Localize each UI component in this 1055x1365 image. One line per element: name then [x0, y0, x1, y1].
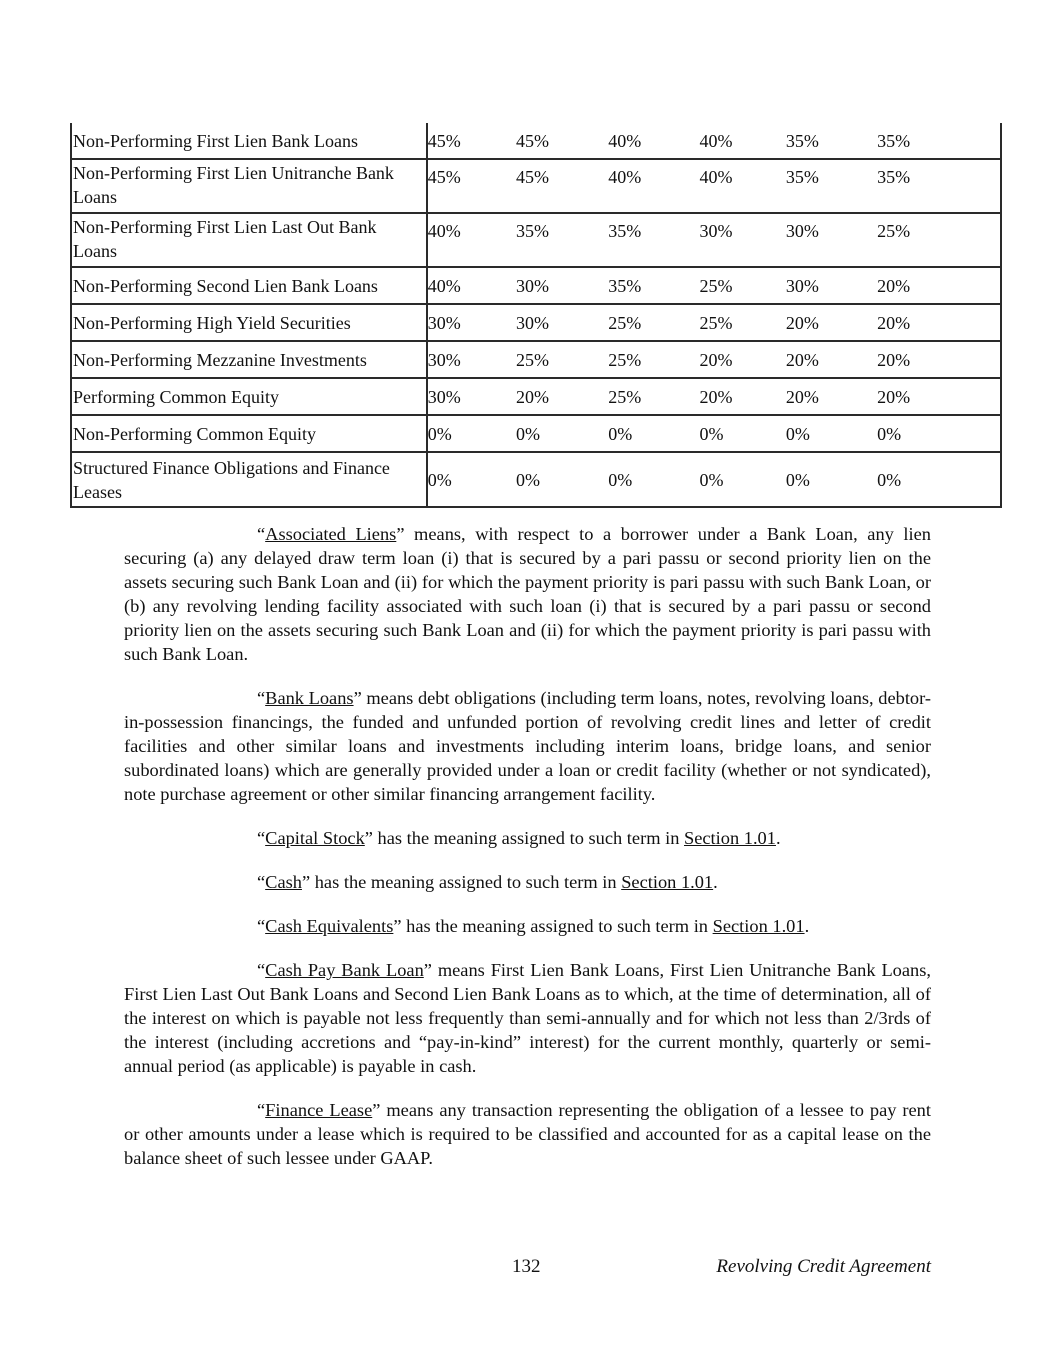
cell-value: 20% — [877, 378, 1001, 415]
cell-value: 30% — [786, 267, 877, 304]
cell-value: 0% — [516, 452, 608, 507]
cell-value: 40% — [608, 123, 699, 159]
definition-text: has the meaning assigned to such term in — [401, 916, 713, 936]
defined-term: Cash Pay Bank Loan — [265, 960, 424, 980]
open-quote: “ — [257, 1100, 266, 1120]
cell-value: 25% — [700, 267, 786, 304]
cell-value: 45% — [427, 159, 516, 213]
table-row — [71, 159, 1001, 213]
definition-text: means any transaction representing the obligation of a lessee to pay rent or other amounts under a lease which is required to be classified and accounted for as a capital lease on the balance sheet of such lessee under GAAP. — [124, 1100, 931, 1168]
definition-cash-pay-bank-loan — [124, 958, 931, 1078]
table-row — [71, 378, 1001, 415]
cell-value: 45% — [516, 159, 608, 213]
advance-rate-table — [70, 123, 1002, 508]
cell-value: 35% — [786, 123, 877, 159]
defined-term: Finance Lease — [265, 1100, 373, 1120]
cell-value: 20% — [786, 378, 877, 415]
close-quote: ” — [396, 524, 405, 544]
cell-value: 0% — [516, 415, 608, 452]
cell-value: 20% — [700, 341, 786, 378]
cell-value: 25% — [608, 304, 699, 341]
close-quote: ” — [372, 1100, 381, 1120]
cell-value: 0% — [786, 452, 877, 507]
document-title: Revolving Credit Agreement — [716, 1256, 931, 1277]
period: . — [713, 872, 718, 892]
cell-value: 0% — [427, 415, 516, 452]
table-row — [71, 267, 1001, 304]
cell-value: 30% — [700, 213, 786, 267]
page-number: 132 — [512, 1256, 541, 1277]
cell-value: 40% — [700, 123, 786, 159]
definition-cash — [124, 870, 931, 894]
definition-finance-lease — [124, 1098, 931, 1170]
cell-value: 25% — [700, 304, 786, 341]
cell-value: 40% — [608, 159, 699, 213]
table-row — [71, 452, 1001, 507]
defined-term: Cash Equivalents — [265, 916, 394, 936]
row-label: Non-Performing High Yield Securities — [71, 304, 427, 341]
page-footer — [0, 1256, 1055, 1280]
definition-cash-equivalents — [124, 914, 931, 938]
open-quote: “ — [257, 524, 266, 544]
definition-text: means debt obligations (including term loans, notes, revolving loans, debtor-in-possession financings, the funded and unfunded portion of revolving credit lines and letter of credit facilities and other similar loans and investments including interim loans, bridge loans, and senior subordinated loans) which are generally provided under a loan or credit facility (whether or not syndicated), note purchase agreement or other similar financing arrangement facility. — [124, 688, 931, 804]
definition-text: has the meaning assigned to such term in — [372, 828, 684, 848]
cell-value: 20% — [877, 341, 1001, 378]
cell-value: 35% — [786, 159, 877, 213]
close-quote: ” — [353, 688, 362, 708]
period: . — [775, 828, 781, 848]
definitions-section — [124, 522, 931, 1190]
period: . — [804, 916, 810, 936]
open-quote: “ — [257, 916, 266, 936]
row-label: Performing Common Equity — [71, 378, 427, 415]
table-row — [71, 304, 1001, 341]
table-row — [71, 341, 1001, 378]
close-quote: ” — [393, 916, 402, 936]
table-row — [71, 415, 1001, 452]
defined-term: Associated Liens — [265, 524, 397, 544]
cell-value: 40% — [427, 267, 516, 304]
cell-value: 35% — [516, 213, 608, 267]
cell-value: 0% — [700, 415, 786, 452]
definition-text: means, with respect to a borrower under a Bank Loan, any lien securing (a) any delayed draw term loan (i) that is secured by a pari passu or second priority lien on the assets securing such Bank Loan and (ii) for which the payment priority is pari passu with such Bank Loan, or (b) any revolving lending facility associated with such loan (i) that is secured by a pari passu or second priority lien on the assets securing such Bank Loan and (ii) for which the payment priority is pari passu with such Bank Loan. — [124, 524, 932, 664]
cell-value: 25% — [516, 341, 608, 378]
row-label: Non-Performing First Lien Last Out Bank Loans — [71, 213, 427, 267]
cell-value: 35% — [608, 213, 699, 267]
row-label: Structured Finance Obligations and Finance Leases — [71, 452, 427, 507]
section-reference-link[interactable]: Section 1.01 — [684, 828, 776, 848]
cell-value: 20% — [786, 341, 877, 378]
cell-value: 20% — [877, 304, 1001, 341]
cell-value: 45% — [427, 123, 516, 159]
close-quote: ” — [301, 872, 311, 892]
open-quote: “ — [257, 828, 266, 848]
open-quote: “ — [257, 688, 266, 708]
open-quote: “ — [257, 872, 266, 892]
cell-value: 20% — [700, 378, 786, 415]
cell-value: 30% — [427, 378, 516, 415]
cell-value: 0% — [786, 415, 877, 452]
cell-value: 45% — [516, 123, 608, 159]
cell-value: 25% — [608, 341, 699, 378]
row-label: Non-Performing Mezzanine Investments — [71, 341, 427, 378]
cell-value: 0% — [877, 415, 1001, 452]
cell-value: 25% — [877, 213, 1001, 267]
definition-associated-liens — [124, 522, 931, 666]
definition-text: means First Lien Bank Loans, First Lien Unitranche Bank Loans, First Lien Last Out Bank Loans and Second Lien Bank Loans as to which, at the time of determination, all of the interest on which is payable not less frequently than semi-annually and for which not less than 2/3rds of the interest (including accretions and “pay-in-kind” interest) for the current monthly, quarterly or semi-annual period (as applicable) is payable in cash. — [124, 960, 931, 1076]
cell-value: 30% — [516, 267, 608, 304]
defined-term: Bank Loans — [265, 688, 354, 708]
cell-value: 30% — [786, 213, 877, 267]
cell-value: 40% — [700, 159, 786, 213]
row-label: Non-Performing Common Equity — [71, 415, 427, 452]
row-label: Non-Performing First Lien Bank Loans — [71, 123, 427, 159]
cell-value: 0% — [608, 415, 699, 452]
open-quote: “ — [257, 960, 266, 980]
cell-value: 20% — [786, 304, 877, 341]
section-reference-link[interactable]: Section 1.01 — [712, 916, 805, 936]
cell-value: 20% — [516, 378, 608, 415]
close-quote: ” — [364, 828, 373, 848]
cell-value: 40% — [427, 213, 516, 267]
cell-value: 35% — [608, 267, 699, 304]
cell-value: 35% — [877, 159, 1001, 213]
cell-value: 30% — [516, 304, 608, 341]
close-quote: ” — [423, 960, 432, 980]
defined-term: Capital Stock — [265, 828, 365, 848]
cell-value: 0% — [877, 452, 1001, 507]
definition-capital-stock — [124, 826, 931, 850]
cell-value: 30% — [427, 304, 516, 341]
table-row — [71, 123, 1001, 159]
row-label: Non-Performing Second Lien Bank Loans — [71, 267, 427, 304]
definition-text: has the meaning assigned to such term in — [310, 872, 622, 892]
row-label: Non-Performing First Lien Unitranche Bank Loans — [71, 159, 427, 213]
cell-value: 25% — [608, 378, 699, 415]
cell-value: 0% — [700, 452, 786, 507]
cell-value: 20% — [877, 267, 1001, 304]
table-row — [71, 213, 1001, 267]
cell-value: 0% — [427, 452, 516, 507]
cell-value: 35% — [877, 123, 1001, 159]
cell-value: 30% — [427, 341, 516, 378]
section-reference-link[interactable]: Section 1.01 — [621, 872, 714, 892]
definition-bank-loans — [124, 686, 931, 806]
cell-value: 0% — [608, 452, 699, 507]
defined-term: Cash — [265, 872, 302, 892]
